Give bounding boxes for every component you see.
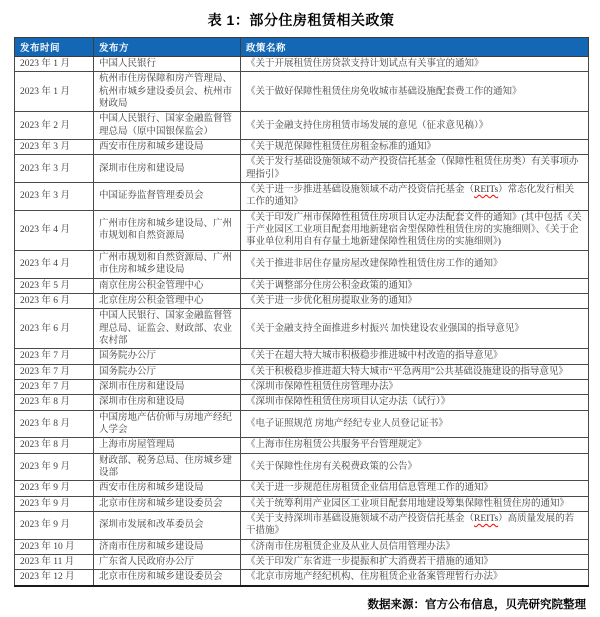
cell-policy-name: 《济南市住房租赁企业及从业人员信用管理办法》 bbox=[241, 539, 589, 554]
table-row bbox=[15, 379, 589, 394]
cell-publish-date: 2023 年 9 月 bbox=[15, 481, 94, 496]
cell-publisher: 北京市住房和城乡建设委员会 bbox=[94, 496, 241, 511]
data-source-note: 数据来源：官方公布信息，贝壳研究院整理 bbox=[367, 598, 586, 611]
cell-publish-date: 2023 年 3 月 bbox=[15, 155, 94, 183]
cell-policy-name: 《上海市住房租赁公共服务平台管理规定》 bbox=[241, 438, 589, 453]
cell-publish-date: 2023 年 8 月 bbox=[15, 395, 94, 410]
cell-publish-date: 2023 年 6 月 bbox=[15, 309, 94, 349]
cell-publisher: 北京住房公积金管理中心 bbox=[94, 293, 241, 308]
cell-publisher: 中国证券监督管理委员会 bbox=[94, 183, 241, 211]
cell-publisher: 财政部、税务总局、住房城乡建设部 bbox=[94, 453, 241, 481]
table-row bbox=[15, 140, 589, 155]
cell-policy-name: 《关于统筹利用产业园区工业项目配套用地建设筹集保障性租赁住房的通知》 bbox=[241, 496, 589, 511]
cell-policy-name: 《北京市房地产经纪机构、住房租赁企业备案管理暂行办法》 bbox=[241, 570, 589, 586]
table-row bbox=[15, 293, 589, 308]
cell-publisher: 中国房地产估价师与房地产经纪人学会 bbox=[94, 410, 241, 438]
table-row bbox=[15, 112, 589, 140]
cell-publisher: 南京住房公积金管理中心 bbox=[94, 278, 241, 293]
table-row bbox=[15, 250, 589, 278]
table-row bbox=[15, 72, 589, 112]
cell-policy-name: 《关于做好保障性租赁住房免收城市基础设施配套费工作的通知》 bbox=[241, 72, 589, 112]
cell-policy-name: 《关于保障性住房有关税费政策的公告》 bbox=[241, 453, 589, 481]
cell-publisher: 北京市住房和城乡建设委员会 bbox=[94, 570, 241, 586]
cell-publish-date: 2023 年 3 月 bbox=[15, 183, 94, 211]
cell-publish-date: 2023 年 11 月 bbox=[15, 555, 94, 570]
cell-publisher: 深圳市住房和建设局 bbox=[94, 395, 241, 410]
cell-publish-date: 2023 年 4 月 bbox=[15, 210, 94, 250]
cell-policy-name: 《关于印发广州市保障性租赁住房项目认定办法配套文件的通知》(其中包括《关于产业园区工业项目配套用地新建宿舍型保障性租赁住房的实施细则》、《关于企事业单位利用自有存量土地新建保障性租赁住房的实施细则》) bbox=[241, 210, 589, 250]
table-row bbox=[15, 210, 589, 250]
cell-policy-name: 《关于进一步规范住房租赁企业信用信息管理工作的通知》 bbox=[241, 481, 589, 496]
cell-publisher: 国务院办公厅 bbox=[94, 349, 241, 364]
cell-publisher: 深圳市住房和建设局 bbox=[94, 379, 241, 394]
cell-publisher: 深圳市发展和改革委员会 bbox=[94, 512, 241, 540]
cell-publish-date: 2023 年 9 月 bbox=[15, 453, 94, 481]
header-policy-name: 政策名称 bbox=[241, 38, 589, 57]
cell-publisher: 中国人民银行 bbox=[94, 57, 241, 72]
cell-policy-name: 《关于金融支持住房租赁市场发展的意见（征求意见稿）》 bbox=[241, 112, 589, 140]
cell-policy-name: 《关于规范保障性租赁住房租金标准的通知》 bbox=[241, 140, 589, 155]
cell-publisher: 深圳市住房和建设局 bbox=[94, 155, 241, 183]
cell-publisher: 广州市住房和城乡建设局、广州市规划和自然资源局 bbox=[94, 210, 241, 250]
table-row bbox=[15, 410, 589, 438]
table-row bbox=[15, 555, 589, 570]
table-row bbox=[15, 539, 589, 554]
cell-publish-date: 2023 年 9 月 bbox=[15, 496, 94, 511]
cell-publish-date: 2023 年 1 月 bbox=[15, 72, 94, 112]
cell-publish-date: 2023 年 6 月 bbox=[15, 293, 94, 308]
table-row bbox=[15, 481, 589, 496]
cell-publisher: 西安市住房和城乡建设局 bbox=[94, 481, 241, 496]
table-body bbox=[15, 57, 589, 586]
cell-publish-date: 2023 年 1 月 bbox=[15, 57, 94, 72]
cell-publish-date: 2023 年 10 月 bbox=[15, 539, 94, 554]
cell-publisher: 广州市规划和自然资源局、广州市住房和城乡建设局 bbox=[94, 250, 241, 278]
table-row bbox=[15, 364, 589, 379]
cell-publish-date: 2023 年 9 月 bbox=[15, 512, 94, 540]
header-publish-date: 发布时间 bbox=[15, 38, 94, 57]
table-row bbox=[15, 395, 589, 410]
cell-policy-name: 《关于印发广东省进一步提振和扩大消费若干措施的通知》 bbox=[241, 555, 589, 570]
cell-publish-date: 2023 年 7 月 bbox=[15, 349, 94, 364]
cell-publish-date: 2023 年 12 月 bbox=[15, 570, 94, 586]
table-row bbox=[15, 453, 589, 481]
cell-publish-date: 2023 年 7 月 bbox=[15, 379, 94, 394]
cell-publish-date: 2023 年 4 月 bbox=[15, 250, 94, 278]
cell-publish-date: 2023 年 8 月 bbox=[15, 410, 94, 438]
cell-publish-date: 2023 年 2 月 bbox=[15, 112, 94, 140]
table-row bbox=[15, 570, 589, 586]
cell-policy-name: 《关于开展租赁住房贷款支持计划试点有关事宜的通知》 bbox=[241, 57, 589, 72]
cell-policy-name: 《深圳市保障性租赁住房管理办法》 bbox=[241, 379, 589, 394]
table-row bbox=[15, 57, 589, 72]
cell-publisher: 西安市住房和城乡建设局 bbox=[94, 140, 241, 155]
cell-policy-name: 《关于发行基础设施领域不动产投资信托基金（保障性租赁住房类）有关事项办理指引》 bbox=[241, 155, 589, 183]
cell-policy-name: 《关于积极稳步推进超大特大城市“平急两用”公共基础设施建设的指导意见》 bbox=[241, 364, 589, 379]
table-row bbox=[15, 512, 589, 540]
cell-publish-date: 2023 年 5 月 bbox=[15, 278, 94, 293]
cell-policy-name: 《关于调整部分住房公积金政策的通知》 bbox=[241, 278, 589, 293]
table-row bbox=[15, 155, 589, 183]
header-row bbox=[15, 38, 589, 57]
cell-publisher: 济南市住房和城乡建设局 bbox=[94, 539, 241, 554]
reits-spellcheck-underline: REITs bbox=[474, 514, 499, 524]
cell-publish-date: 2023 年 8 月 bbox=[15, 438, 94, 453]
cell-policy-name: 《深圳市保障性租赁住房项目认定办法（试行）》 bbox=[241, 395, 589, 410]
cell-policy-name: 《关于进一步推进基础设施领域不动产投资信托基金（REITs）常态化发行相关工作的通知》 bbox=[241, 183, 589, 211]
table-row bbox=[15, 349, 589, 364]
cell-policy-name: 《关于在超大特大城市积极稳步推进城中村改造的指导意见》 bbox=[241, 349, 589, 364]
policy-table bbox=[14, 37, 589, 587]
cell-publish-date: 2023 年 3 月 bbox=[15, 140, 94, 155]
table-row bbox=[15, 496, 589, 511]
cell-publish-date: 2023 年 7 月 bbox=[15, 364, 94, 379]
header-publisher: 发布方 bbox=[94, 38, 241, 57]
cell-policy-name: 《关于支持深圳市基础设施领域不动产投资信托基金（REITs）高质量发展的若干措施》 bbox=[241, 512, 589, 540]
cell-policy-name: 《关于进一步优化租房提取业务的通知》 bbox=[241, 293, 589, 308]
table-title: 表 1：部分住房租赁相关政策 bbox=[207, 12, 395, 28]
cell-publisher: 中国人民银行、国家金融监督管理总局、证监会、财政部、农业农村部 bbox=[94, 309, 241, 349]
cell-publisher: 广东省人民政府办公厅 bbox=[94, 555, 241, 570]
cell-policy-name: 《关于金融支持全面推进乡村振兴 加快建设农业强国的指导意见》 bbox=[241, 309, 589, 349]
table-row bbox=[15, 309, 589, 349]
cell-publisher: 中国人民银行、国家金融监督管理总局（原中国银保监会） bbox=[94, 112, 241, 140]
table-row bbox=[15, 278, 589, 293]
cell-policy-name: 《关于推进非居住存量房屋改建保障性租赁住房工作的通知》 bbox=[241, 250, 589, 278]
cell-publisher: 上海市房屋管理局 bbox=[94, 438, 241, 453]
reits-spellcheck-underline: REITs bbox=[474, 185, 499, 196]
cell-publisher: 杭州市住房保障和房产管理局、杭州市城乡建设委员会、杭州市财政局 bbox=[94, 72, 241, 112]
table-row bbox=[15, 438, 589, 453]
table-row bbox=[15, 183, 589, 211]
cell-publisher: 国务院办公厅 bbox=[94, 364, 241, 379]
cell-policy-name: 《电子证照规范 房地产经纪专业人员登记证书》 bbox=[241, 410, 589, 438]
